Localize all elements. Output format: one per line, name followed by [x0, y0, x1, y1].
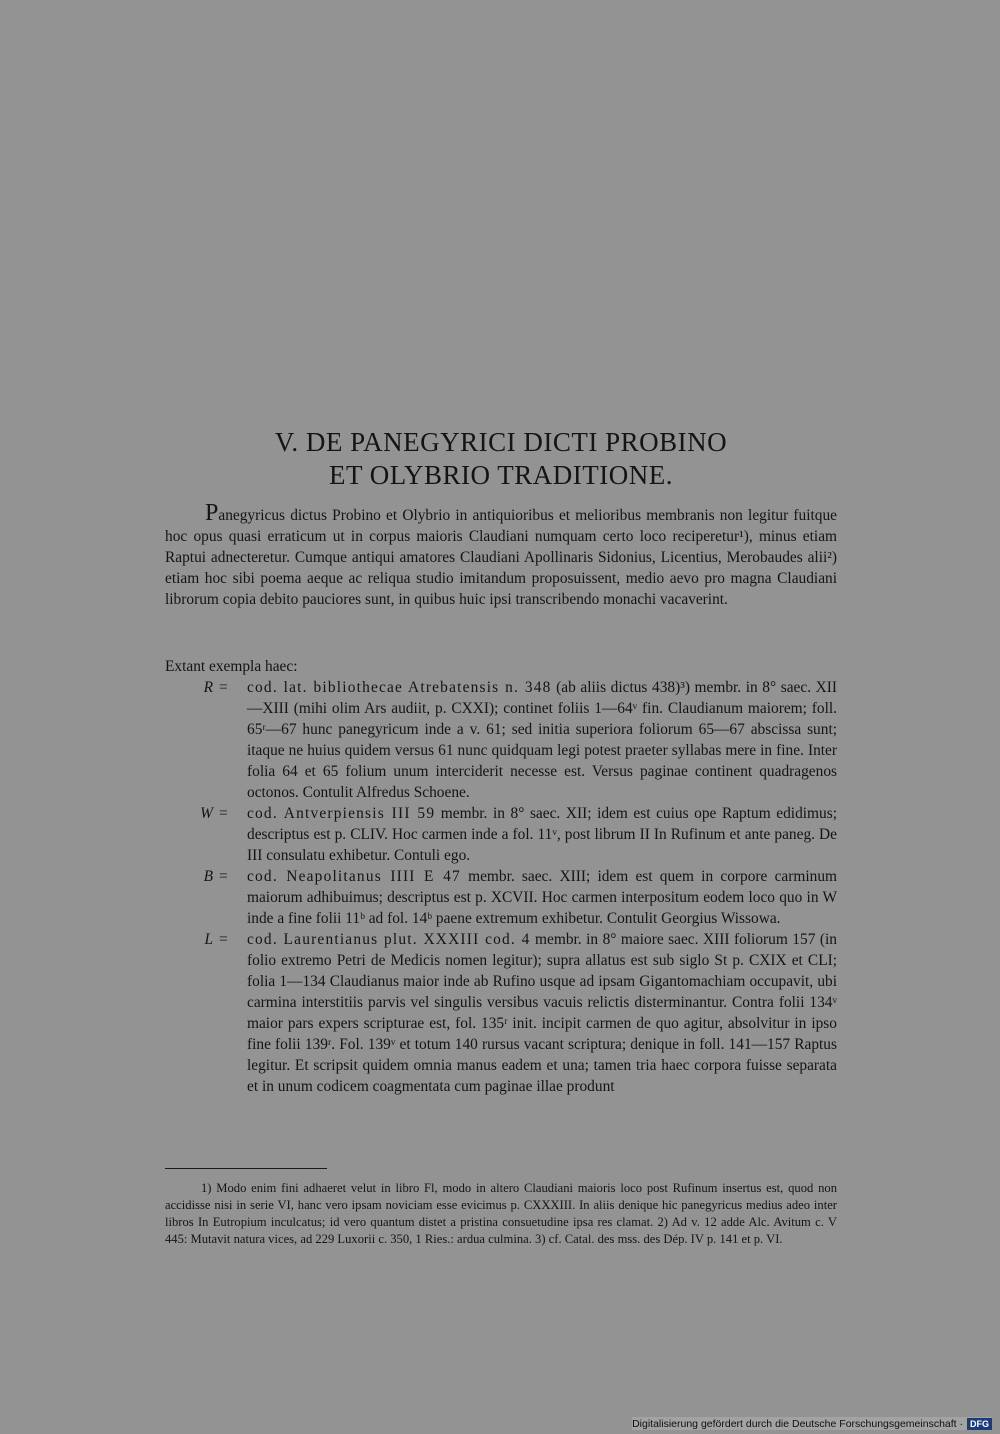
- codex-lead: cod. Laurentianus plut. XXXIII cod. 4: [247, 931, 531, 948]
- intro-tail: Extant exempla haec:: [165, 658, 298, 675]
- intro-initial: P: [205, 500, 219, 526]
- codex-lead: cod. Antverpiensis III 59: [247, 805, 436, 822]
- footnotes: [165, 1180, 837, 1248]
- codex-description: membr. in 8° saec. XII; idem est cuius ope Raptum edidimus; descriptus est p. CLIV. Hoc carmen inde a fol. 11ᵛ, post librum II In Rufinum et ante paneg. De III consulatu exhibetur. Contuli ego.: [247, 805, 837, 864]
- codex-description: (ab aliis dictus 438)³) membr. in 8° saec. XII—XIII (mihi olim Ars audiit, p. CXXI); continet foliis 1—64ᵛ fin. Claudianum maiorem; foll. 65ʳ—67 hunc panegyricum inde a v. 61; sed initia superiora foliorum 65—67 abscissa sunt; itaque ne huius quidem versus 61 nunc quidquam legi potest praeter syllabas mere in fine. Inter folia 64 et 65 folium unum interciderit necesse est. Versus paginae continent quadragenos octonos. Contulit Alfredus Schoene.: [247, 679, 838, 801]
- intro-paragraph: [165, 500, 837, 610]
- codex-entry-b: [165, 866, 837, 929]
- dfg-logo-icon: DFG: [967, 1418, 992, 1430]
- codex-lead: cod. lat. bibliothecae Atrebatensis n. 348: [247, 679, 552, 696]
- footnote-rule: [165, 1168, 327, 1169]
- credit-text: Digitalisierung gefördert durch die Deutsche Forschungsgemeinschaft ·: [632, 1417, 963, 1430]
- codex-eq: =: [219, 679, 228, 696]
- codex-entry-r: [165, 677, 837, 803]
- digitization-credit: [632, 1417, 992, 1430]
- chapter-title-line-1: V. DE PANEGYRICI DICTI PROBINO: [274, 427, 728, 457]
- codex-entry-w: [165, 803, 837, 866]
- footnote-text: 1) Modo enim fini adhaeret velut in libro Fl, modo in altero Claudiani maioris loco post Rufinum insertus est, quod non accidisse nisi in serie VI, hanc vero ipsam noviciam esse evicimus p. CXXXIII. In aliis denique hic panegyricus medius adeo inter libros In Eutropium inculcatus; id vero quantum distet a pristina consuetudine ipsa res clamat. 2) Ad v. 12 adde Alc. Avitum c. V 445: Mutavit natura vices, ad 229 Luxorii c. 350, 1 Ries.: ardua culmina. 3) cf. Catal. des mss. des Dép. IV p. 141 et p. VI.: [165, 1181, 837, 1246]
- codex-eq: =: [219, 931, 228, 948]
- codex-eq: =: [219, 868, 228, 885]
- codex-siglum: L: [204, 931, 213, 948]
- chapter-title-line-2: ET OLYBRIO TRADITIONE.: [328, 460, 674, 490]
- codex-entry-l: [165, 929, 837, 1097]
- chapter-title: [165, 426, 837, 492]
- codex-siglum: B: [203, 868, 213, 885]
- codex-description: membr. saec. XIII; idem est quem in corpore carminum maiorum adhibuimus; descriptus est p. XCVII. Hoc carmen interpositum eodem loco quo in W inde a fine folii 11ᵇ ad fol. 14ᵇ paene extremum exhibetur. Contulit Georgius Wissowa.: [247, 868, 837, 927]
- codex-eq: =: [219, 805, 228, 822]
- codex-siglum: R: [203, 679, 213, 696]
- codex-list: [165, 656, 837, 1097]
- codex-description: membr. in 8° maiore saec. XIII foliorum 157 (in folio extremo Petri de Medicis nomen legitur); supra allatus est sub siglo St p. CXIX et CLI; folia 1—134 Claudianus maior inde ab Rufino usque ad ipsam Gigantomachiam occupavit, ubi carmina interstitiis parvis vel singulis versibus vacuis relictis disterminantur. Contra folii 134ᵛ maior pars expers scripturae est, fol. 135ʳ init. incipit carmen de quo agitur, absolvitur in ipso fine folii 139ʳ. Fol. 139ᵛ et totum 140 rursus vacant scriptura; denique in foll. 141—157 Raptus legitur. Et scripsit quidem omnia manus eadem et una; tamen tria haec corpora fuisse separata et in unum codicem coagmentata cum paginae illae produnt: [247, 931, 837, 1095]
- codex-lead: cod. Neapolitanus IIII E 47: [247, 868, 461, 885]
- codex-siglum: W: [200, 805, 213, 822]
- intro-text: anegyricus dictus Probino et Olybrio in antiquioribus et melioribus membranis non legitur fuitque hoc opus quasi erraticum ut in corpus maioris Claudiani numquam certo loco reciperetur¹), minus etiam Raptui adnecteretur. Cumque antiqui amatores Claudiani Apollinaris Sidonius, Licentius, Merobaudes alii²) etiam hoc sibi poema aeque ac reliqua studio imitandum proposuissent, medio aevo pro magna Claudiani librorum copia debito pauciores sunt, in quibus huic ipsi transcribendo monachi vacaverint.: [165, 507, 837, 608]
